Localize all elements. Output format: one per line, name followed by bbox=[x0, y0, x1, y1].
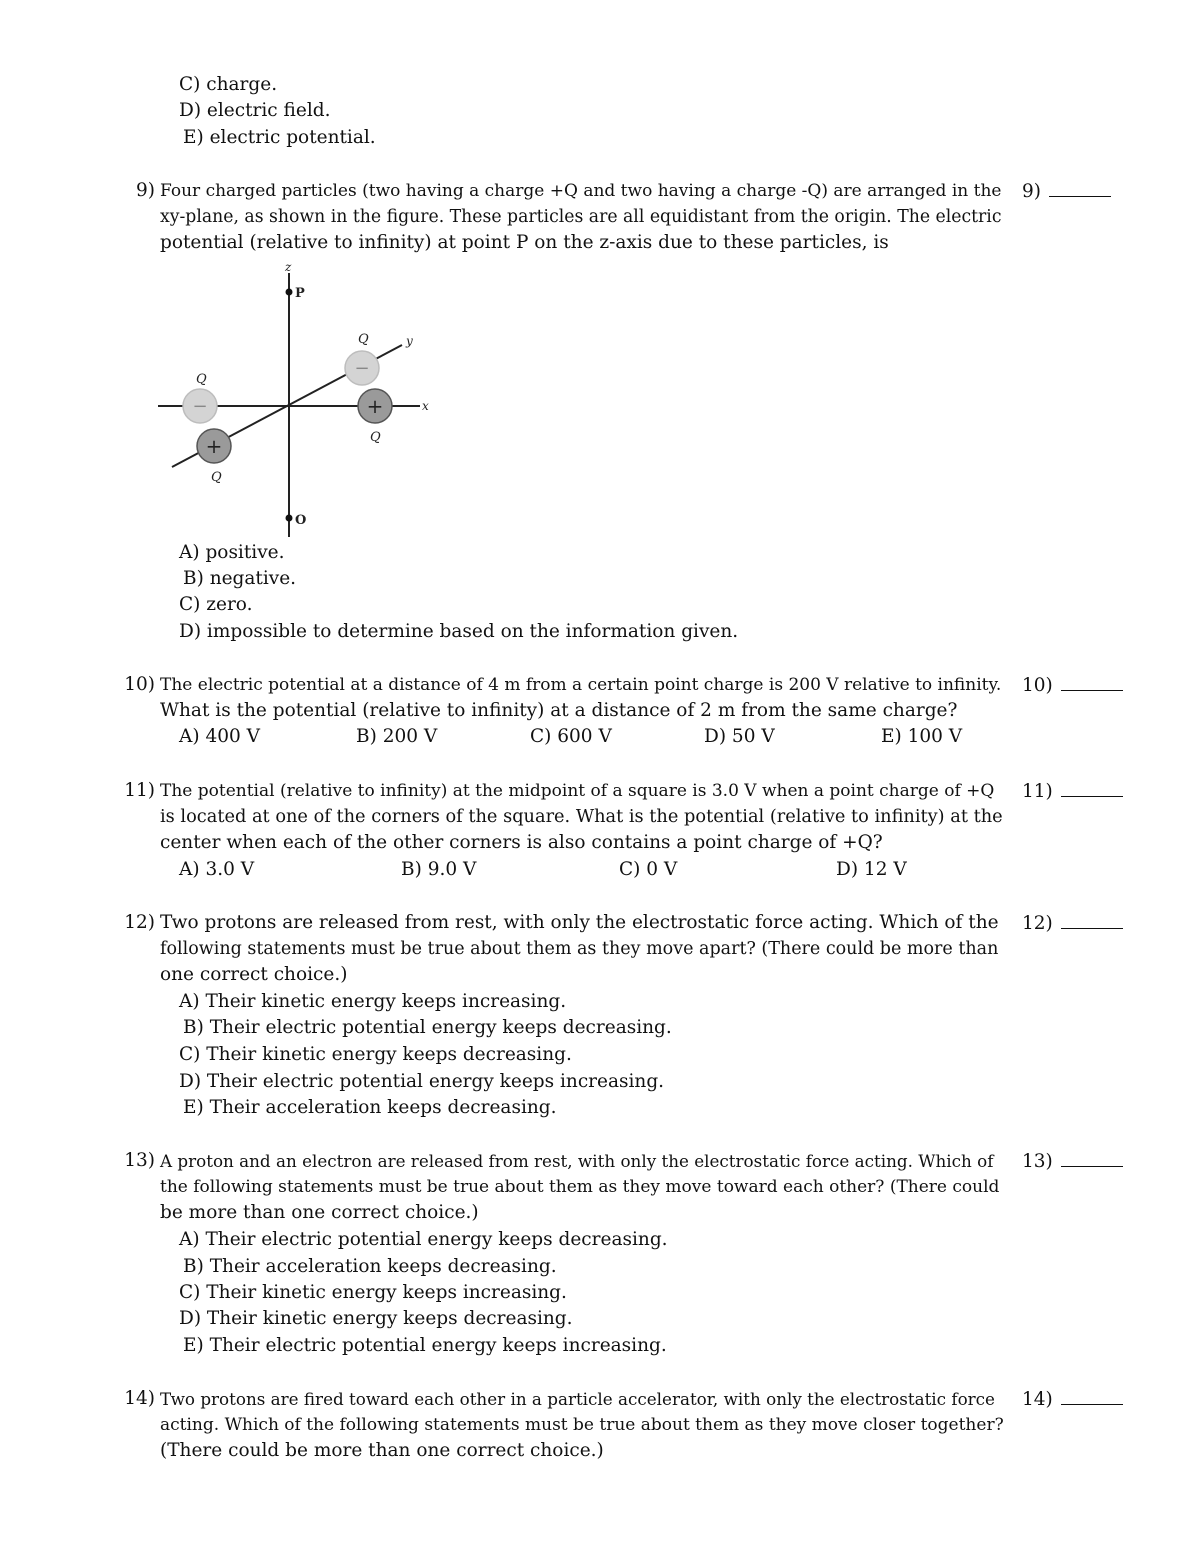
question-14-line-2: acting. Which of the following statements must be true about them as they move closer together? bbox=[160, 1415, 1004, 1435]
choice-13-d[interactable]: D) Their kinetic energy keeps decreasing. bbox=[179, 1308, 573, 1329]
choice-12-a[interactable]: A) Their kinetic energy keeps increasing. bbox=[179, 991, 567, 1012]
question-11-line-1: The potential (relative to infinity) at the midpoint of a square is 3.0 V when a point charge of +Q bbox=[160, 781, 995, 801]
answer-blank-11[interactable] bbox=[1022, 778, 1123, 805]
point-p-dot bbox=[286, 289, 293, 296]
question-10-line-2: What is the potential (relative to infinity) at a distance of 2 m from the same charge? bbox=[160, 700, 958, 721]
question-13-number: 13) bbox=[124, 1150, 155, 1171]
y-axis-label: y bbox=[406, 334, 413, 348]
answer-line-11[interactable] bbox=[1061, 778, 1123, 797]
question-12-line-1: Two protons are released from rest, with only the electrostatic force acting. Which of the bbox=[160, 912, 999, 933]
answer-label-13: 13) bbox=[1022, 1151, 1053, 1172]
choice-10-d[interactable]: D) 50 V bbox=[704, 726, 775, 747]
minus-sign-left: − bbox=[192, 396, 208, 417]
choice-11-c[interactable]: C) 0 V bbox=[619, 859, 678, 880]
choice-12-b[interactable]: B) Their electric potential energy keeps decreasing. bbox=[183, 1017, 672, 1038]
point-o-dot bbox=[286, 515, 293, 522]
answer-label-12: 12) bbox=[1022, 913, 1053, 934]
choice-11-b[interactable]: B) 9.0 V bbox=[401, 859, 477, 880]
choice-13-a[interactable]: A) Their electric potential energy keeps decreasing. bbox=[179, 1229, 668, 1250]
answer-line-14[interactable] bbox=[1061, 1386, 1123, 1405]
question-14-line-3: (There could be more than one correct choice.) bbox=[160, 1440, 604, 1461]
choice-10-e[interactable]: E) 100 V bbox=[881, 726, 963, 747]
answer-blank-10[interactable] bbox=[1022, 672, 1123, 699]
question-12-line-3: one correct choice.) bbox=[160, 964, 348, 985]
choice-8-d: D) electric field. bbox=[179, 100, 331, 121]
choice-13-e[interactable]: E) Their electric potential energy keeps increasing. bbox=[183, 1335, 667, 1356]
question-11-line-2: is located at one of the corners of the square. What is the potential (relative to infinity) at the bbox=[160, 807, 1003, 827]
answer-label-9: 9) bbox=[1022, 181, 1041, 202]
charges-figure bbox=[150, 255, 450, 545]
question-12-number: 12) bbox=[124, 912, 155, 933]
choice-12-c[interactable]: C) Their kinetic energy keeps decreasing. bbox=[179, 1044, 572, 1065]
x-axis-label: x bbox=[422, 399, 429, 413]
question-11-line-3: center when each of the other corners is also contains a point charge of +Q? bbox=[160, 832, 883, 853]
choice-8-e: E) electric potential. bbox=[183, 127, 376, 148]
choice-11-a[interactable]: A) 3.0 V bbox=[179, 859, 255, 880]
minus-sign-back: − bbox=[354, 358, 370, 379]
answer-blank-9[interactable] bbox=[1022, 178, 1111, 205]
answer-line-9[interactable] bbox=[1049, 178, 1111, 197]
point-o-label: O bbox=[295, 513, 307, 528]
answer-line-12[interactable] bbox=[1061, 910, 1123, 929]
charge-label-left: Q bbox=[196, 372, 207, 387]
answer-blank-12[interactable] bbox=[1022, 910, 1123, 937]
choice-13-b[interactable]: B) Their acceleration keeps decreasing. bbox=[183, 1256, 557, 1277]
answer-line-13[interactable] bbox=[1061, 1148, 1123, 1167]
choice-9-b[interactable]: B) negative. bbox=[183, 568, 297, 589]
question-14-line-1: Two protons are fired toward each other in a particle accelerator, with only the electrostatic force bbox=[160, 1389, 995, 1409]
question-12-line-2: following statements must be true about them as they move apart? (There could be more than bbox=[160, 939, 999, 959]
plus-sign-front: + bbox=[205, 434, 223, 458]
choice-9-a[interactable]: A) positive. bbox=[179, 542, 285, 563]
question-13-line-2: the following statements must be true about them as they move toward each other? (There could bbox=[160, 1177, 1000, 1197]
answer-label-14: 14) bbox=[1022, 1389, 1053, 1410]
point-p-label: P bbox=[295, 286, 305, 301]
choice-10-b[interactable]: B) 200 V bbox=[356, 726, 438, 747]
choice-11-d[interactable]: D) 12 V bbox=[836, 859, 907, 880]
answer-line-10[interactable] bbox=[1061, 672, 1123, 691]
choice-10-a[interactable]: A) 400 V bbox=[179, 726, 261, 747]
choice-10-c[interactable]: C) 600 V bbox=[530, 726, 612, 747]
answer-label-11: 11) bbox=[1022, 781, 1053, 802]
z-axis-label: z bbox=[285, 260, 292, 274]
choice-12-d[interactable]: D) Their electric potential energy keeps increasing. bbox=[179, 1071, 665, 1092]
question-14-number: 14) bbox=[124, 1388, 155, 1409]
charge-label-back: Q bbox=[358, 332, 369, 347]
question-13-line-3: be more than one correct choice.) bbox=[160, 1202, 479, 1223]
choice-9-d[interactable]: D) impossible to determine based on the information given. bbox=[179, 621, 739, 642]
question-9-line-2: xy-plane, as shown in the figure. These particles are all equidistant from the origin. The electric bbox=[160, 207, 1002, 227]
answer-blank-13[interactable] bbox=[1022, 1148, 1123, 1175]
question-9-number: 9) bbox=[136, 180, 155, 201]
plus-sign-right: + bbox=[366, 394, 384, 418]
choice-12-e[interactable]: E) Their acceleration keeps decreasing. bbox=[183, 1097, 557, 1118]
charge-label-right: Q bbox=[370, 430, 381, 445]
choice-9-c[interactable]: C) zero. bbox=[179, 594, 253, 615]
choice-8-c: C) charge. bbox=[179, 74, 278, 95]
question-13-line-1: A proton and an electron are released from rest, with only the electrostatic force acting. Which of bbox=[160, 1151, 994, 1171]
question-9-line-3: potential (relative to infinity) at point P on the z-axis due to these particles, is bbox=[160, 232, 889, 253]
charge-label-front: Q bbox=[211, 470, 222, 485]
answer-label-10: 10) bbox=[1022, 675, 1053, 696]
question-10-number: 10) bbox=[124, 674, 155, 695]
choice-13-c[interactable]: C) Their kinetic energy keeps increasing. bbox=[179, 1282, 567, 1303]
question-11-number: 11) bbox=[124, 780, 155, 801]
question-10-line-1: The electric potential at a distance of 4 m from a certain point charge is 200 V relative to infinity. bbox=[160, 675, 1002, 695]
question-9-line-1: Four charged particles (two having a charge +Q and two having a charge -Q) are arranged in the bbox=[160, 181, 1002, 201]
answer-blank-14[interactable] bbox=[1022, 1386, 1123, 1413]
